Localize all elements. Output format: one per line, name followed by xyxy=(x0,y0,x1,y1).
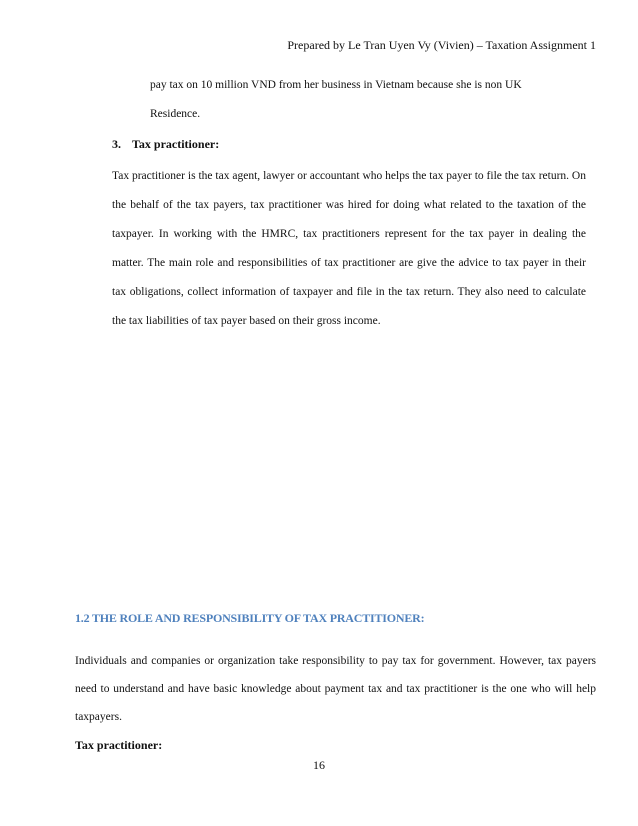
section-1-2-paragraph: Individuals and companies or organization take responsibility to pay tax for government. However, tax payers need to understand and have basic knowledge about payment tax and tax practitioner is the one who will help taxpayers. xyxy=(75,655,596,723)
section-1-2-body xyxy=(75,647,596,731)
section-3-paragraph: Tax practitioner is the tax agent, lawyer or accountant who helps the tax payer to file the tax return. On the behalf of the tax payers, tax practitioner was hired for doing what related to the taxation of the taxpayer. In working with the HMRC, tax practitioners represent for the tax payer in dealing the matter. The main role and responsibilities of tax practitioner are give the advice to tax payer in their tax obligations, collect information of taxpayer and file in the tax return. They also need to calculate the tax liabilities of tax payer based on their gross income. xyxy=(112,170,586,327)
page-header: Prepared by Le Tran Uyen Vy (Vivien) – Taxation Assignment 1 xyxy=(287,38,596,52)
section-3-title: Tax practitioner: xyxy=(132,137,220,151)
continuation-paragraph xyxy=(150,71,570,129)
continuation-text: pay tax on 10 million VND from her business in Vietnam because she is non UK Residence. xyxy=(150,79,522,120)
page-number: 16 xyxy=(313,758,325,772)
section-3-body xyxy=(112,162,586,336)
section-3-heading xyxy=(112,134,219,154)
section-1-2-heading: 1.2 THE ROLE AND RESPONSIBILITY OF TAX PRACTITIONER: xyxy=(75,611,425,625)
tax-practitioner-subheading: Tax practitioner: xyxy=(75,738,163,752)
section-3-number: 3. xyxy=(112,137,121,151)
